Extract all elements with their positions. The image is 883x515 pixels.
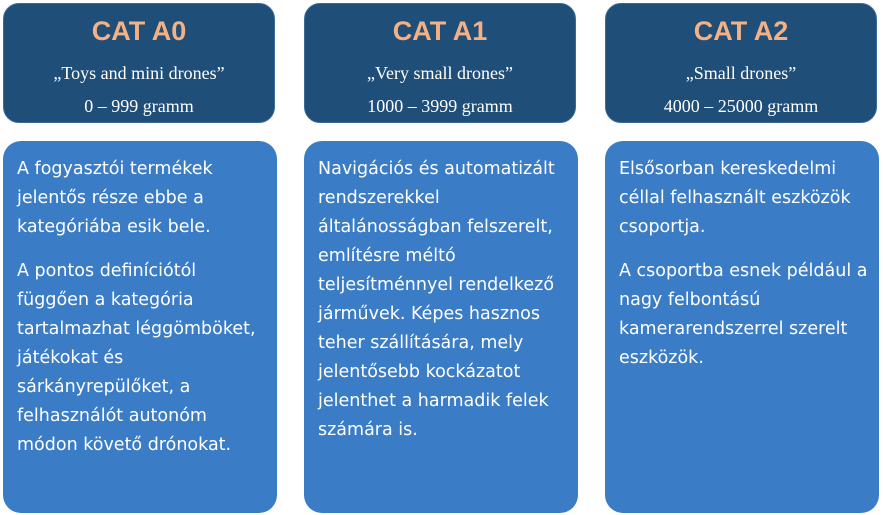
category-title: CAT A0 [91,16,187,46]
description-paragraph: A csoportba esnek például a nagy felbontású kamerarendszerrel szerelt eszközök. [619,261,868,368]
category-description-a0 [3,141,277,513]
category-header-a2 [605,3,877,123]
category-weight-range: 0 – 999 gramm [84,96,194,116]
category-description-a2 [605,141,879,513]
category-title: CAT A1 [392,16,488,46]
category-subtitle: „Toys and mini drones” [53,63,225,83]
category-title: CAT A2 [693,16,789,46]
category-description-a1 [304,141,578,513]
category-column-a1 [304,0,578,515]
category-weight-range: 1000 – 3999 gramm [367,96,513,116]
description-paragraph: A fogyasztói termékek jelentős része ebbe a kategóriába esik bele. [17,159,213,237]
category-subtitle: „Small drones” [685,63,797,83]
category-header-a1 [304,3,576,123]
category-subtitle: „Very small drones” [367,63,513,83]
description-paragraph: A pontos definíciótól függően a kategória tartalmazhat léggömböket, játékokat és sárkányrepülőket, a felhasználót autonóm módon követő drónokat. [17,261,256,455]
category-column-a0 [3,0,277,515]
category-weight-range: 4000 – 25000 gramm [663,96,819,116]
description-paragraph: Navigációs és automatizált rendszerekkel általánosságban felszerelt, említésre méltó teljesítménnyel rendelkező járművek. Képes hasznos teher szállítására, mely jelentősebb kockázatot jelenthet a harmadik felek számára is. [318,159,555,440]
description-paragraph: Elsősorban kereskedelmi céllal felhasznált eszközök csoportja. [619,159,851,237]
category-header-a0 [3,3,275,123]
category-column-a2 [605,0,879,515]
